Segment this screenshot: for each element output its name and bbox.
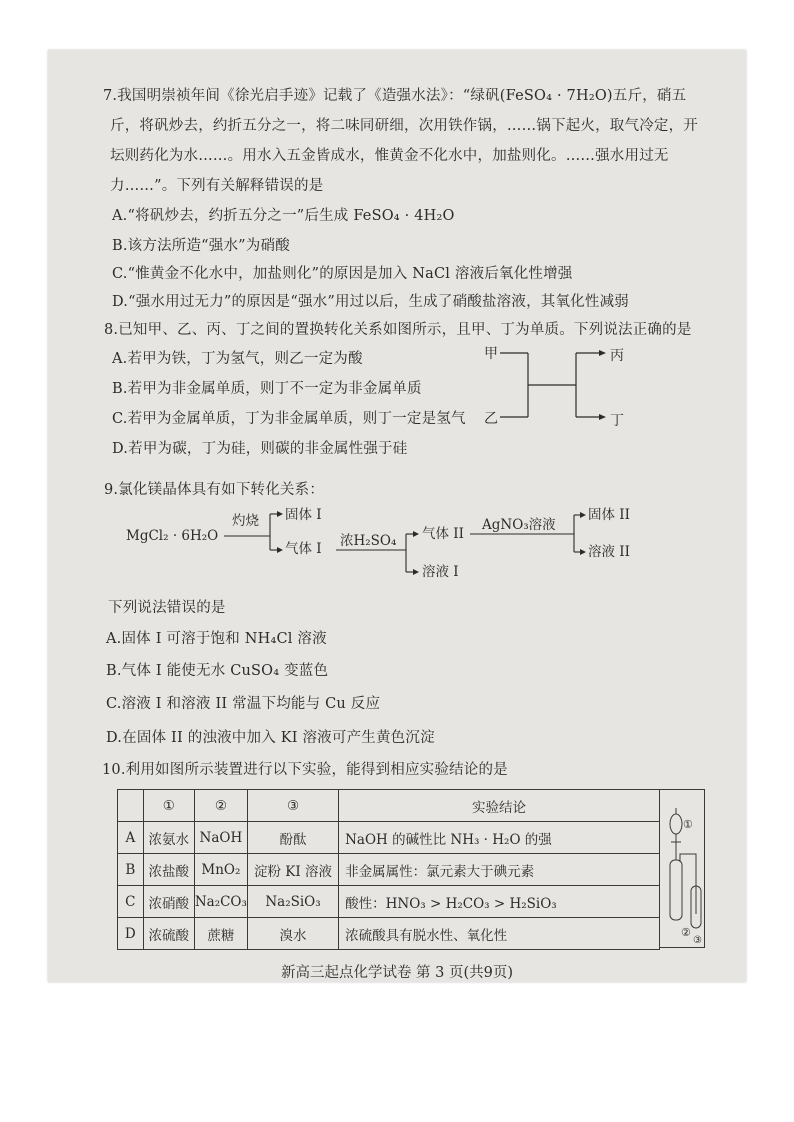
q8-reaction-diagram [478,340,628,432]
q8-option-c: C.若甲为金属单质，丁为非金属单质，则丁一定是氢气 [112,411,466,427]
q7-stem-line3: 坛则药化为水……。用水入五金皆成水，惟黄金不化水中，加盐则化。……强水用过无 [110,148,669,164]
q7-option-b: B.该方法所造“强水”为硝酸 [112,238,290,254]
table-cell: 非金属属性：氯元素大于碘元素 [339,854,660,886]
scheme-soln2: 溶液 II [588,544,630,560]
table-cell: 溴水 [247,918,338,950]
table-cell: 浓盐酸 [143,854,194,886]
q9-option-b: B.气体 I 能使无水 CuSO₄ 变蓝色 [106,663,329,679]
q9-stem: 9.氯化镁晶体具有如下转化关系： [104,482,325,498]
table-cell: 淀粉 KI 溶液 [247,854,338,886]
arrowhead-ding [599,414,606,420]
q9-option-d: D.在固体 II 的浊液中加入 KI 溶液可产生黄色沉淀 [106,730,435,746]
scheme-gas1: 气体 I [285,541,322,557]
apparatus-figure [660,789,705,948]
table-row [118,918,660,950]
table-cell: MnO₂ [194,854,247,886]
q8-option-d: D.若甲为碳，丁为硅，则碳的非金属性强于硅 [112,441,408,457]
header-cell: ① [143,790,194,822]
q7-option-c: C.“惟黄金不化水中，加盐则化”的原因是加入 NaCl 溶液后氧化性增强 [112,266,573,282]
apparatus-drawing [660,790,704,947]
table-cell: D [118,918,144,950]
table-row [118,854,660,886]
table-cell: 酸性：HNO₃ > H₂CO₃ > H₂SiO₃ [339,886,660,918]
apparatus-label-1: ① [683,818,693,831]
label-bing: 丙 [610,348,624,364]
q9-option-c: C.溶液 I 和溶液 II 常温下均能与 Cu 反应 [106,696,381,712]
scheme-solid2: 固体 II [588,507,630,523]
q7-stem-line4: 力……”。下列有关解释错误的是 [110,178,324,194]
scheme-step2: 浓H₂SO₄ [340,533,397,549]
table-cell: NaOH 的碱性比 NH₃ · H₂O 的强 [339,822,660,854]
table-cell: Na₂CO₃ [194,886,247,918]
scheme-step1: 灼烧 [232,513,259,529]
table-header-row [118,790,660,822]
q7-option-a: A.“将矾炒去，约折五分之一”后生成 FeSO₄ · 4H₂O [112,208,455,224]
q8-stem: 8.已知甲、乙、丙、丁之间的置换转化关系如图所示，且甲、丁为单质。下列说法正确的是 [104,322,692,338]
table-cell: NaOH [194,822,247,854]
q7-option-d: D.“强水用过无力”的原因是“强水”用过以后，生成了硝酸盐溶液，其氧化性减弱 [112,294,629,310]
table-cell: 浓硝酸 [143,886,194,918]
scheme-soln1: 溶液 I [422,564,459,580]
table-cell: 浓硫酸 [143,918,194,950]
label-ding: 丁 [610,413,624,429]
q10-experiment-table [117,789,660,950]
q10-stem: 10.利用如图所示装置进行以下实验，能得到相应实验结论的是 [102,762,508,778]
table-row [118,886,660,918]
q7-stem-line2: 斤，将矾炒去，约折五分之一，将二味同研细，次用铁作锅，……锅下起火，取气冷定，开 [110,118,698,134]
q8-option-b: B.若甲为非金属单质，则丁不一定为非金属单质 [112,381,422,397]
table-cell: 蔗糖 [194,918,247,950]
table-cell: B [118,854,144,886]
exam-page [48,50,746,982]
q9-conversion-scheme [120,505,680,587]
table-cell: A [118,822,144,854]
q9-option-a: A.固体 I 可溶于饱和 NH₄Cl 溶液 [106,631,327,647]
scheme-start: MgCl₂ · 6H₂O [126,528,219,544]
apparatus-label-3: ③ [693,935,702,946]
q9-ask: 下列说法错误的是 [108,600,226,616]
table-cell: C [118,886,144,918]
table-cell: 浓氨水 [143,822,194,854]
table-cell: 酚酞 [247,822,338,854]
header-cell: ② [194,790,247,822]
scheme-solid1: 固体 I [285,507,322,523]
scheme-gas2: 气体 II [422,526,464,542]
scheme-step3: AgNO₃溶液 [482,517,556,533]
label-yi: 乙 [484,411,498,427]
table-cell: 浓硫酸具有脱水性、氧化性 [339,918,660,950]
table-row [118,822,660,854]
arrowhead-bing [599,350,606,356]
q8-option-a: A.若甲为铁，丁为氢气，则乙一定为酸 [112,351,363,367]
q7-stem-line1: 7.我国明崇祯年间《徐光启手迹》记载了《造强水法》：“绿矾(FeSO₄ · 7H₂O)五斤，硝五 [103,88,687,104]
header-cell: ③ [247,790,338,822]
header-cell [118,790,144,822]
label-jia: 甲 [484,346,498,362]
header-cell: 实验结论 [339,790,660,822]
table-cell: Na₂SiO₃ [247,886,338,918]
apparatus-label-2: ② [681,926,691,939]
page-footer: 新高三起点化学试卷 第 3 页(共9页) [280,965,514,981]
